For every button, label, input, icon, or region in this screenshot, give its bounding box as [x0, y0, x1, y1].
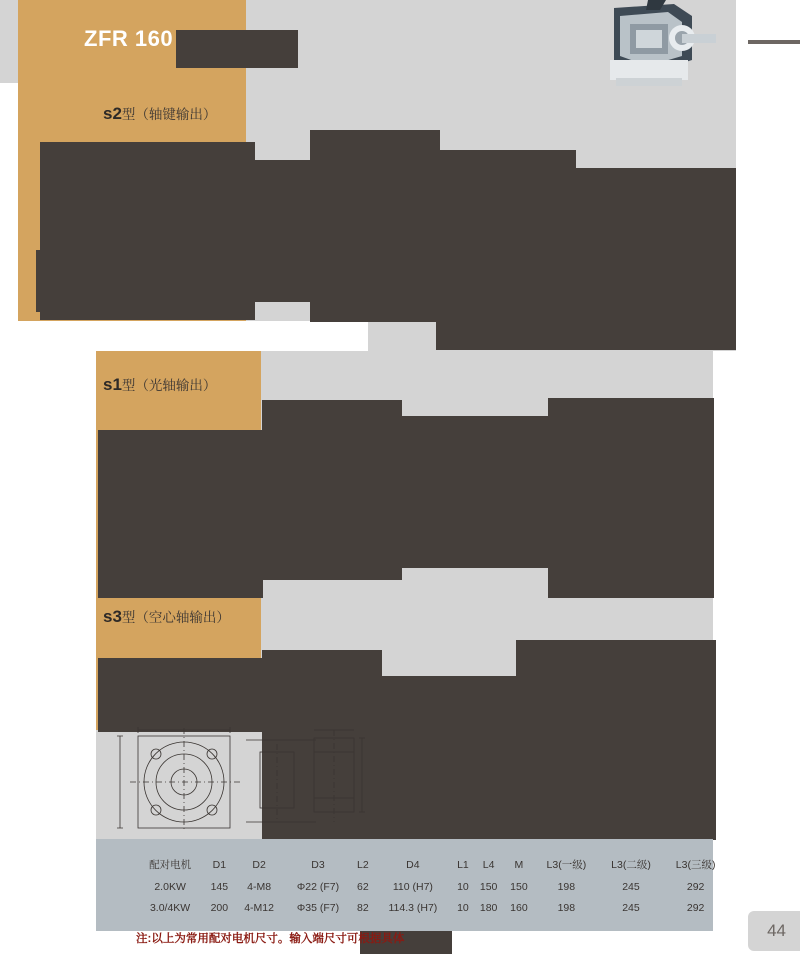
variant-code-s3: s3 [103, 607, 122, 626]
variant-code-s2: s2 [103, 104, 122, 123]
table-cell: Φ35 (F7) [296, 902, 340, 914]
table-cell: 245 [622, 902, 640, 914]
variant-desc-s1: （光轴输出） [135, 378, 217, 393]
table-header-cell: L3(一级) [546, 859, 587, 871]
table-header-cell: D4 [406, 858, 420, 871]
table-cell: 114.3 (H7) [388, 902, 438, 914]
table-header-cell: D1 [212, 858, 227, 871]
spec-table [136, 853, 728, 919]
variant-desc-s3: （空心轴输出） [135, 610, 230, 625]
table-cell: 62 [357, 881, 369, 893]
drawing-redaction-s3-center [380, 676, 520, 840]
table-cell: 2.0KW [154, 881, 186, 893]
table-cell: 200 [210, 902, 229, 914]
side-section-drawing [300, 722, 380, 832]
drawing-redaction-s3-right [516, 640, 716, 840]
table-header-cell: L2 [357, 858, 369, 871]
table-row [136, 898, 728, 919]
table-cell: 160 [510, 902, 528, 914]
gearbox-product-photo [596, 0, 718, 98]
drawing-redaction-s1-mid [262, 400, 402, 580]
variant-suffix-s2: 型 [121, 107, 136, 122]
drawing-redaction-s3-left [98, 658, 263, 732]
table-header-row [136, 853, 728, 877]
drawing-redaction-s1-right [548, 398, 714, 598]
table-cell: 4-M8 [247, 881, 272, 893]
table-cell: 150 [479, 881, 498, 893]
drawing-redaction-s2-center [310, 130, 440, 322]
variant-label-s3 [103, 606, 230, 627]
table-header-cell: M [514, 858, 524, 871]
table-cell: 150 [510, 881, 528, 893]
table-row [136, 877, 728, 898]
variant-desc-s2: （轴键输出） [135, 107, 217, 122]
variant-label-s2 [103, 103, 216, 124]
table-cell: 198 [557, 881, 576, 893]
table-cell: 10 [457, 902, 469, 914]
table-header-cell: D2 [252, 858, 266, 871]
table-cell: 292 [686, 902, 705, 914]
drawing-redaction-s1-left [98, 430, 263, 598]
table-cell: 292 [686, 881, 705, 893]
title-redaction-block [176, 30, 298, 68]
table-header-cell: L4 [482, 858, 495, 871]
drawing-redaction-s2-mid [255, 160, 315, 302]
table-cell: 10 [457, 881, 469, 893]
table-header-cell: L3(二级) [611, 859, 651, 871]
table-cell: 3.0/4KW [149, 902, 191, 914]
variant-label-s1 [103, 374, 216, 395]
table-cell: 180 [479, 902, 498, 914]
drawing-redaction-s2-tail [36, 250, 76, 312]
table-cell: 82 [357, 902, 369, 914]
variant-code-s1: s1 [103, 375, 122, 394]
header-rule [748, 40, 800, 44]
variant-suffix-s1: 型 [121, 378, 136, 393]
drawing-redaction-s2-far-right [560, 168, 736, 350]
table-cell: 110 (H7) [392, 881, 433, 893]
table-cell: Φ22 (F7) [296, 881, 340, 893]
table-header-cell: L3(三级) [675, 859, 716, 871]
page-title: ZFR 160 [84, 26, 174, 51]
table-header-cell: D3 [311, 858, 325, 871]
table-cell: 198 [557, 902, 576, 914]
table-cell: 145 [210, 881, 229, 893]
drawing-redaction-s1-center [400, 416, 550, 568]
variant-suffix-s3: 型 [121, 610, 136, 625]
drawing-redaction-s2-right [436, 150, 576, 350]
table-header-cell: L1 [457, 858, 469, 871]
page-number: 44 [767, 921, 786, 940]
table-footnote: 注:以上为常用配对电机尺寸。输入端尺寸可根据具体 [136, 933, 405, 945]
table-header-cell: 配对电机 [149, 859, 192, 871]
table-cell: 4-M12 [244, 902, 274, 914]
table-cell: 245 [622, 881, 640, 893]
